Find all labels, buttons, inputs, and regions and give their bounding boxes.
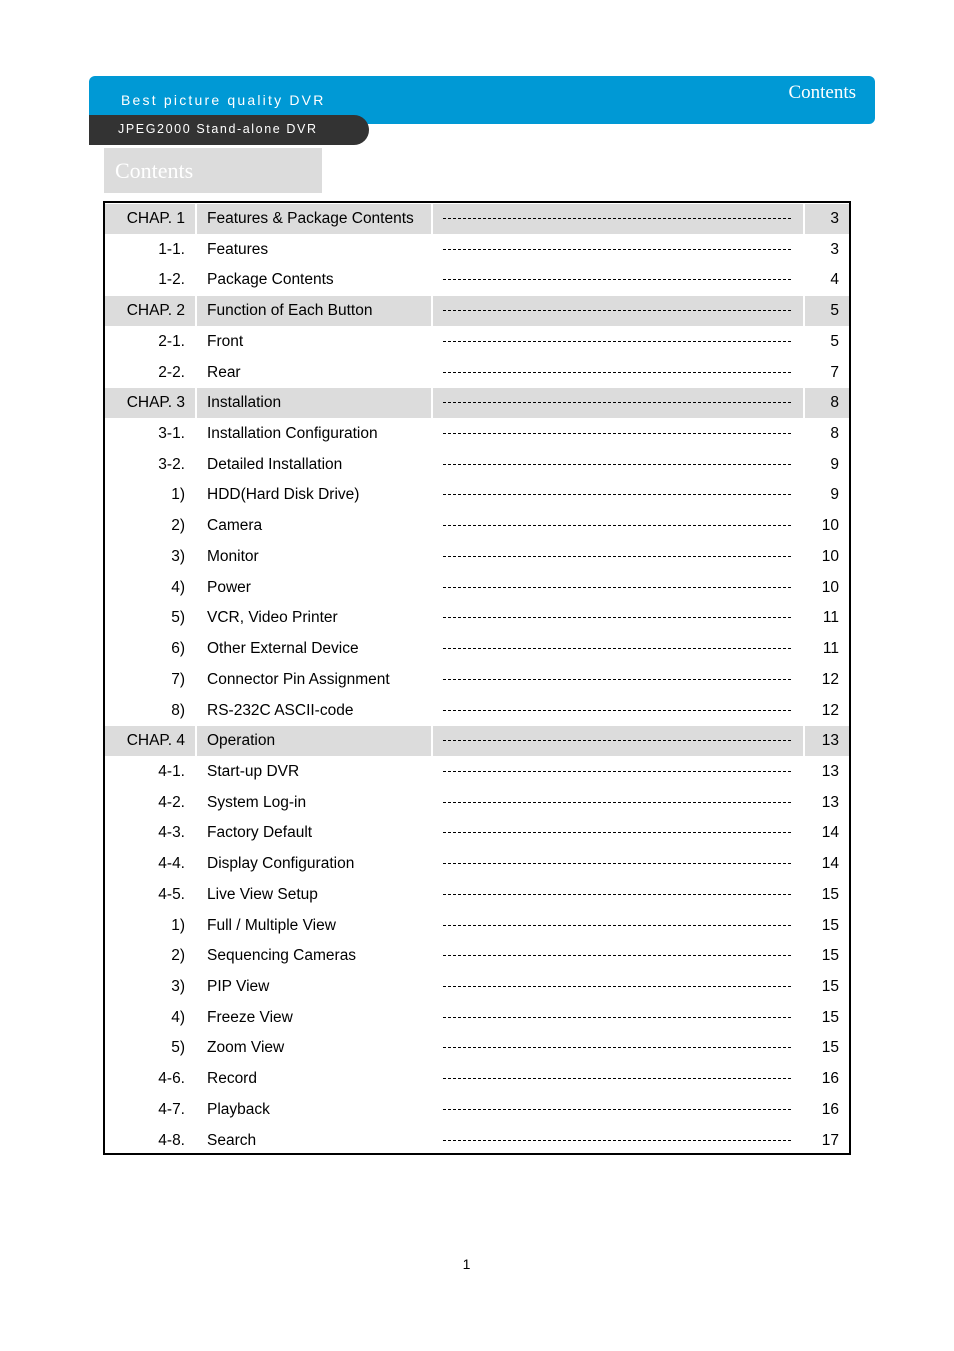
toc-entry-page: 14 (821, 855, 839, 873)
toc-entry-number: 6) (171, 640, 185, 658)
toc-leader-dashes (443, 525, 791, 527)
toc-entry-title: Display Configuration (207, 855, 355, 873)
contents-heading: Contents (115, 158, 194, 183)
header-section-title: Contents (788, 82, 856, 103)
toc-entry-number: 4-2. (158, 793, 185, 811)
toc-leader-dashes (443, 494, 791, 496)
toc-leader-dashes (443, 1140, 791, 1142)
toc-row[interactable] (105, 1003, 849, 1033)
toc-entry-page: 13 (821, 762, 839, 780)
toc-entry-page: 15 (821, 916, 839, 934)
toc-leader-dashes (443, 740, 791, 742)
toc-entry-page: 4 (830, 271, 839, 289)
toc-row[interactable] (105, 1126, 849, 1156)
toc-entry-title: Factory Default (207, 824, 313, 842)
toc-entry-title: Full / Multiple View (207, 916, 336, 934)
toc-entry-title: Package Contents (207, 271, 334, 289)
toc-entry-number: CHAP. 3 (126, 394, 185, 412)
toc-entry-number: 3-2. (158, 455, 185, 473)
toc-entry-number: 1) (171, 916, 185, 934)
toc-chapter-row[interactable] (105, 296, 849, 326)
toc-entry-page: 7 (830, 363, 839, 381)
toc-entry-page: 13 (821, 793, 839, 811)
toc-leader-dashes (443, 556, 791, 558)
toc-row[interactable] (105, 788, 849, 818)
toc-entry-page: 12 (821, 701, 839, 719)
toc-leader-dashes (443, 402, 791, 404)
page-number: 1 (462, 1256, 471, 1272)
toc-entry-title: Installation Configuration (207, 425, 378, 443)
toc-row[interactable] (105, 880, 849, 910)
toc-entry-title: Detailed Installation (207, 455, 343, 473)
toc-entry-number: 4-7. (158, 1100, 185, 1118)
toc-chapter-row[interactable] (105, 388, 849, 418)
toc-entry-page: 9 (830, 455, 839, 473)
toc-row[interactable] (105, 941, 849, 971)
toc-leader-dashes (443, 1017, 791, 1019)
toc-leader-dashes (443, 249, 791, 251)
toc-entry-title: Zoom View (207, 1039, 285, 1057)
toc-entry-page: 3 (830, 210, 839, 227)
toc-entry-title: Playback (207, 1100, 270, 1118)
toc-entry-number: 2-1. (158, 332, 185, 350)
toc-row[interactable] (105, 1064, 849, 1094)
toc-entry-page: 3 (830, 240, 839, 258)
toc-row[interactable] (105, 480, 849, 510)
toc-entry-title: System Log-in (207, 793, 307, 811)
toc-row[interactable] (105, 265, 849, 295)
toc-row[interactable] (105, 450, 849, 480)
toc-entry-title: Connector Pin Assignment (207, 670, 390, 688)
toc-row[interactable] (105, 665, 849, 695)
toc-entry-title: Features (207, 240, 269, 258)
toc-entry-page: 15 (821, 885, 839, 903)
toc-row[interactable] (105, 972, 849, 1002)
toc-leader-dashes (443, 802, 791, 804)
toc-entry-number: 2) (171, 947, 185, 965)
toc-entry-page: 16 (821, 1100, 839, 1118)
toc-entry-page: 15 (821, 1008, 839, 1026)
toc-entry-number: 4-5. (158, 885, 185, 903)
toc-row[interactable] (105, 327, 849, 357)
toc-entry-title: Record (207, 1070, 257, 1088)
toc-leader-dashes (443, 863, 791, 865)
toc-leader-dashes (443, 464, 791, 466)
toc-entry-title: Freeze View (207, 1008, 293, 1026)
toc-leader-dashes (443, 587, 791, 589)
toc-entry-title: HDD(Hard Disk Drive) (207, 486, 360, 504)
toc-entry-page: 9 (830, 486, 839, 504)
toc-entry-page: 16 (821, 1070, 839, 1088)
toc-entry-title: Live View Setup (207, 885, 318, 903)
toc-column-separator (431, 203, 433, 1153)
toc-leader-dashes (443, 341, 791, 343)
toc-entry-number: 4-6. (158, 1070, 185, 1088)
toc-leader-dashes (443, 925, 791, 927)
toc-entry-title: Front (207, 332, 244, 350)
toc-entry-title: Monitor (207, 547, 259, 565)
toc-row[interactable] (105, 1095, 849, 1125)
toc-entry-page: 10 (821, 578, 839, 596)
toc-row[interactable] (105, 573, 849, 603)
toc-entry-title: PIP View (207, 978, 270, 995)
table-of-contents (103, 201, 851, 1155)
toc-leader-dashes (443, 433, 791, 435)
toc-leader-dashes (443, 955, 791, 957)
toc-entry-title: Rear (207, 363, 241, 381)
toc-entry-page: 5 (830, 302, 839, 320)
toc-entry-number: 4-3. (158, 824, 185, 842)
toc-leader-dashes (443, 617, 791, 619)
toc-entry-number: 1-1. (158, 240, 185, 258)
toc-entry-number: 4-8. (158, 1131, 185, 1149)
toc-leader-dashes (443, 710, 791, 712)
header-tagline: Best picture quality DVR (121, 92, 326, 108)
toc-entry-page: 15 (821, 947, 839, 965)
toc-leader-dashes (443, 310, 791, 312)
toc-leader-dashes (443, 218, 791, 220)
toc-row[interactable] (105, 757, 849, 787)
toc-leader-dashes (443, 1047, 791, 1049)
toc-entry-page: 8 (830, 425, 839, 443)
toc-entry-page: 15 (821, 978, 839, 995)
toc-column-separator (803, 203, 805, 1153)
toc-entry-number: 3) (171, 978, 185, 995)
toc-entry-number: 7) (171, 670, 185, 688)
toc-row[interactable] (105, 511, 849, 541)
toc-entry-page: 13 (821, 732, 839, 750)
toc-row[interactable] (105, 818, 849, 848)
toc-entry-number: 2-2. (158, 363, 185, 381)
toc-leader-dashes (443, 986, 791, 988)
toc-entry-number: 4) (171, 1008, 185, 1026)
toc-entry-page: 11 (822, 609, 839, 627)
toc-entry-page: 5 (830, 332, 839, 350)
toc-entry-title: VCR, Video Printer (207, 609, 338, 627)
toc-entry-title: Camera (207, 517, 263, 535)
toc-row[interactable] (105, 911, 849, 941)
toc-entry-number: 5) (171, 1039, 185, 1057)
toc-row[interactable] (105, 603, 849, 633)
header-subtitle-bar (89, 115, 369, 145)
toc-chapter-row[interactable] (105, 204, 849, 234)
toc-entry-number: 3) (171, 547, 185, 565)
toc-entry-number: 2) (171, 517, 185, 535)
header-subtitle: JPEG2000 Stand-alone DVR (118, 122, 318, 136)
toc-entry-title: Sequencing Cameras (207, 947, 357, 965)
toc-leader-dashes (443, 832, 791, 834)
toc-entry-page: 10 (821, 547, 839, 565)
toc-leader-dashes (443, 1078, 791, 1080)
toc-entry-title: Operation (207, 732, 276, 750)
toc-row[interactable] (105, 419, 849, 449)
toc-entry-number: 4-1. (158, 762, 185, 780)
toc-row[interactable] (105, 696, 849, 726)
toc-entry-page: 12 (821, 670, 839, 688)
toc-entry-title: Other External Device (207, 640, 359, 658)
toc-chapter-row[interactable] (105, 726, 849, 756)
contents-heading-box (104, 148, 322, 193)
toc-entry-page: 17 (821, 1131, 839, 1149)
toc-row[interactable] (105, 235, 849, 265)
toc-entry-title: Power (207, 578, 251, 596)
toc-leader-dashes (443, 679, 791, 681)
toc-row[interactable] (105, 358, 849, 388)
toc-entry-title: Features & Package Contents (207, 210, 414, 227)
toc-entry-number: CHAP. 4 (126, 732, 185, 750)
toc-leader-dashes (443, 648, 791, 650)
toc-entry-title: Function of Each Button (207, 302, 373, 320)
toc-leader-dashes (443, 1109, 791, 1111)
toc-entry-title: Installation (207, 394, 282, 412)
toc-row[interactable] (105, 849, 849, 879)
toc-entry-number: CHAP. 2 (126, 302, 185, 320)
toc-entry-number: 5) (171, 609, 185, 627)
toc-entry-number: 1) (171, 486, 185, 504)
toc-entry-title: Start-up DVR (207, 762, 300, 780)
toc-row[interactable] (105, 634, 849, 664)
toc-entry-number: 4-4. (158, 855, 185, 873)
toc-leader-dashes (443, 894, 791, 896)
toc-entry-title: RS-232C ASCII-code (207, 701, 354, 719)
toc-entry-page: 15 (821, 1039, 839, 1057)
toc-entry-number: 3-1. (158, 425, 185, 443)
toc-entry-page: 14 (821, 824, 839, 842)
toc-leader-dashes (443, 771, 791, 773)
toc-leader-dashes (443, 279, 791, 281)
toc-entry-page: 11 (822, 640, 839, 658)
toc-row[interactable] (105, 542, 849, 572)
toc-entry-number: 4) (171, 578, 185, 596)
toc-entry-number: 1-2. (158, 271, 185, 289)
toc-entry-number: 8) (171, 701, 185, 719)
toc-entry-page: 10 (821, 517, 839, 535)
toc-entry-page: 8 (830, 394, 839, 412)
toc-entry-title: Search (207, 1131, 257, 1149)
toc-column-separator (195, 203, 197, 1153)
toc-row[interactable] (105, 1033, 849, 1063)
toc-leader-dashes (443, 372, 791, 374)
toc-entry-number: CHAP. 1 (126, 210, 185, 227)
